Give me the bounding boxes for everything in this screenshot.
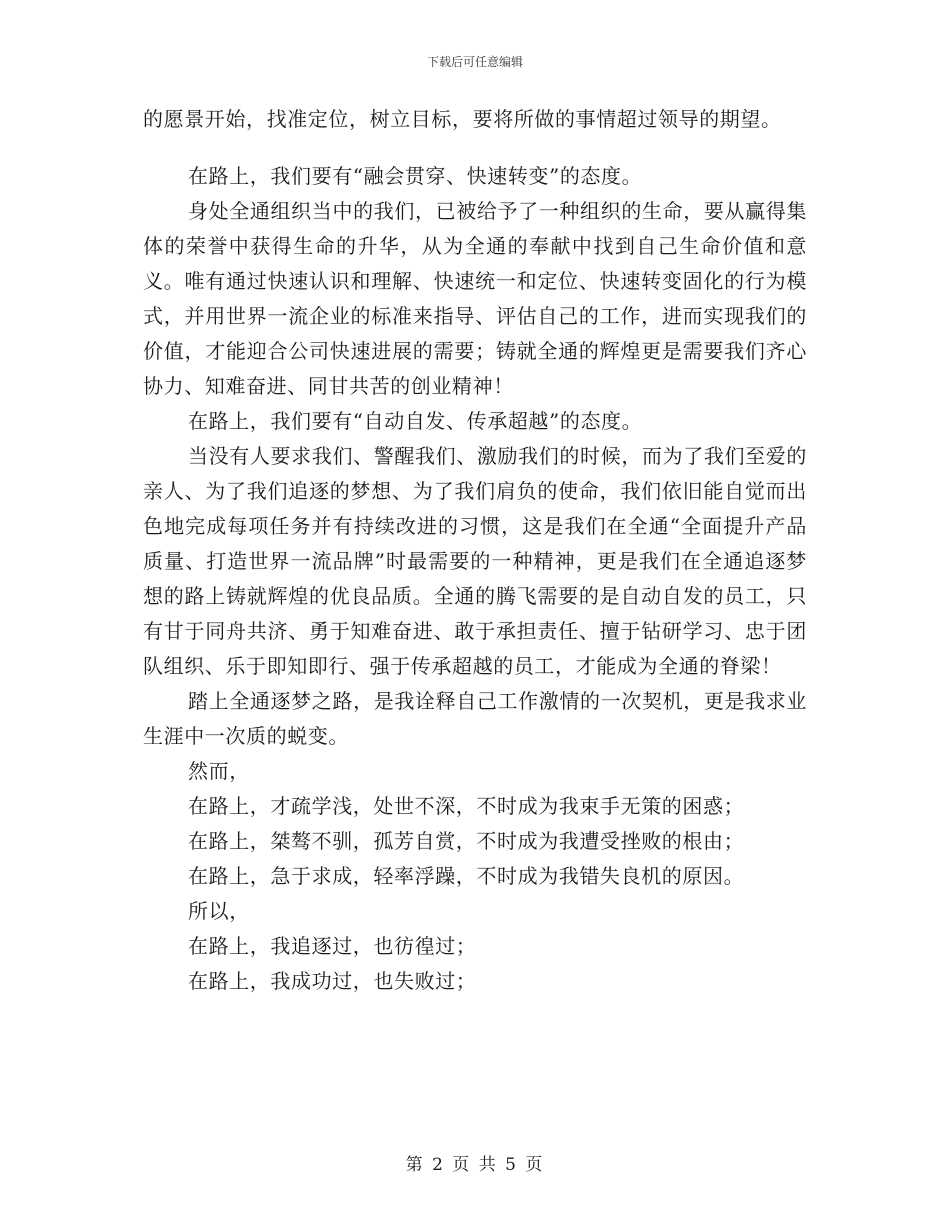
paragraph-line: 然而， [188,759,250,783]
paragraph-line: 所以， [188,899,250,923]
page-number: 第 2 页 共 5 页 [405,1155,545,1175]
paragraph: 踏上全通逐梦之路，是我诠释自己工作激情的一次契机，更是我求业生涯中一次质的蜕变。 [143,689,807,748]
paragraph-line: 在路上，桀骜不驯，孤芳自赏，不时成为我遭受挫败的根由； [188,829,745,853]
paragraph-line: 在路上，才疏学浅，处世不深，不时成为我束手无策的困惑； [188,794,745,818]
paragraph-line: 在路上，我追逐过，也彷徨过； [188,934,477,958]
document-body [143,102,807,999]
paragraph-heading-2: 在路上，我们要有“自动自发、传承超越”的态度。 [188,409,643,433]
paragraph: 当没有人要求我们、警醒我们、激励我们的时候，而为了我们至爱的亲人、为了我们追逐的梦想、为了我们肩负的使命，我们依旧能自觉而出色地完成每项任务并有持续改进的习惯，这是我们在全通“全面提升产品质量、打造世界一流品牌”时最需要的一种精神，更是我们在全通追逐梦想的路上铸就辉煌的优良品质。全通的腾飞需要的是自动自发的员工，只有甘于同舟共济、勇于知难奋进、敢于承担责任、擅于钻研学习、忠于团队组织、乐于即知即行、强于传承超越的员工，才能成为全通的脊梁！ [143,444,807,678]
page-header-note: 下载后可任意编辑 [426,55,523,69]
paragraph: 身处全通组织当中的我们，已被给予了一种组织的生命，要从赢得集体的荣誉中获得生命的升华，从为全通的奉献中找到自己生命价值和意义。唯有通过快速认识和理解、快速统一和定位、快速转变固化的行为模式，并用世界一流企业的标准来指导、评估自己的工作，进而实现我们的价值，才能迎合公司快速进展的需要；铸就全通的辉煌更是需要我们齐心协力、知难奋进、同甘共苦的创业精神！ [143,199,807,398]
paragraph-heading-1: 在路上，我们要有“融会贯穿、快速转变”的态度。 [188,164,643,188]
paragraph-line: 在路上，我成功过，也失败过； [188,969,477,993]
paragraph-continuation: 的愿景开始，找准定位，树立目标，要将所做的事情超过领导的期望。 [143,107,782,131]
paragraph-line: 在路上，急于求成，轻率浮躁，不时成为我错失良机的原因。 [188,864,745,888]
